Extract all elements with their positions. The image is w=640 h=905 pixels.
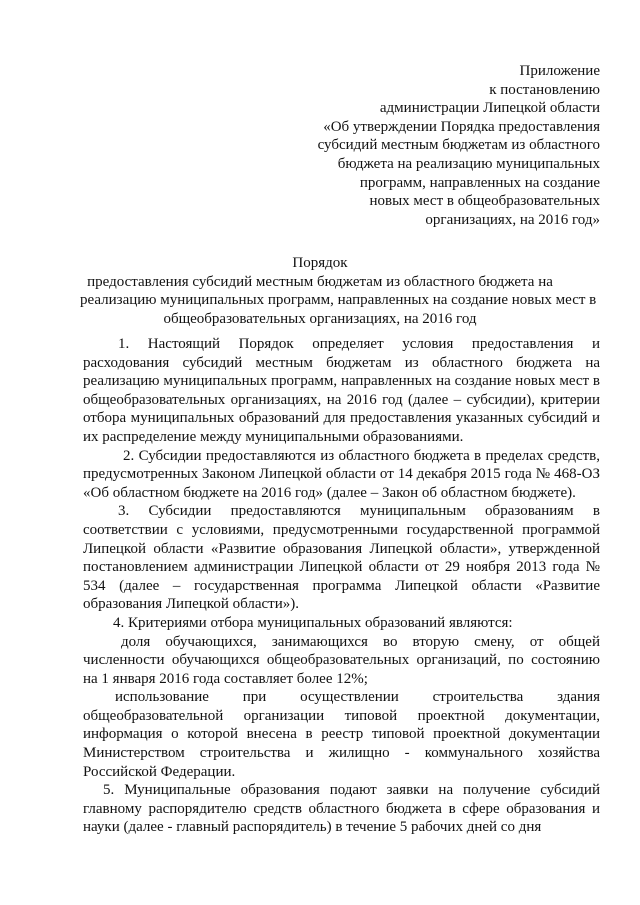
appendix-header	[300, 62, 600, 229]
paragraph-4: 4. Критериями отбора муниципальных образований являются:	[113, 614, 513, 631]
appendix-line: бюджета на реализацию муниципальных	[337, 155, 600, 172]
title-line: предоставления субсидий местным бюджетам из областного бюджета на	[87, 273, 553, 290]
appendix-line: «Об утверждении Порядка предоставления	[323, 118, 600, 135]
appendix-line: новых мест в общеобразовательных	[369, 193, 600, 210]
title-line: общеобразовательных организациях, на 2016 год	[163, 310, 477, 327]
appendix-line: организациях, на 2016 год»	[425, 211, 600, 228]
criterion-2: использование при осуществлении строительства здания общеобразовательной организации типовой проектной документации, информация о которой внесена в реестр типовой проектной документации Министерством строительства и жилищно - коммунального хозяйства Российской Федерации.	[83, 689, 600, 780]
paragraph-1: 1. Настоящий Порядок определяет условия предоставления и расходования субсидий местным бюджетам из областного бюджета на реализацию муниципальных программ, направленных на создание новых мест в общеобразовательных организациях, на 2016 год (далее – субсидии), критерии отбора муниципальных образований для предоставления указанных субсидий и их распределение между муниципальными образованиями.	[83, 336, 600, 445]
appendix-line: Приложение	[519, 63, 600, 79]
appendix-line: программ, направленных на создание	[359, 174, 600, 191]
title-heading: Порядок	[292, 255, 348, 271]
appendix-line: администрации Липецкой области	[379, 100, 600, 117]
paragraph-3: 3. Субсидии предоставляются муниципальным образованиям в соответствии с условиями, предусмотренными государственной программой Липецкой области «Развитие образования Липецкой области», утвержденной постановлением администрации Липецкой области от 29 ноября 2013 года № 534 (далее – государственная программа Липецкой области «Развитие образования Липецкой области»).	[83, 503, 600, 613]
document-title	[80, 254, 597, 328]
paragraph-2: 2. Субсидии предоставляются из областного бюджета в пределах средств, предусмотренных Законом Липецкой области от 14 декабря 2015 года № 468-ОЗ «Об областном бюджете на 2016 год» (далее – Закон об областном бюджете).	[83, 447, 600, 501]
appendix-line: к постановлению	[489, 81, 600, 98]
paragraph-5: 5. Муниципальные образования подают заявки на получение субсидий главному распорядителю средств областного бюджета в сфере образования и науки (далее - главный распорядитель) в течение 5 рабочих дней со дня	[83, 782, 600, 836]
title-line: реализацию муниципальных программ, направленных на создание новых мест в	[80, 292, 597, 308]
document-body	[83, 335, 600, 837]
appendix-line: субсидий местным бюджетам из областного	[317, 137, 600, 154]
criterion-1: доля обучающихся, занимающихся во вторую смену, от общей численности обучающихся общеобразовательных организаций, по состоянию на 1 января 2016 года составляет более 12%;	[83, 633, 600, 687]
